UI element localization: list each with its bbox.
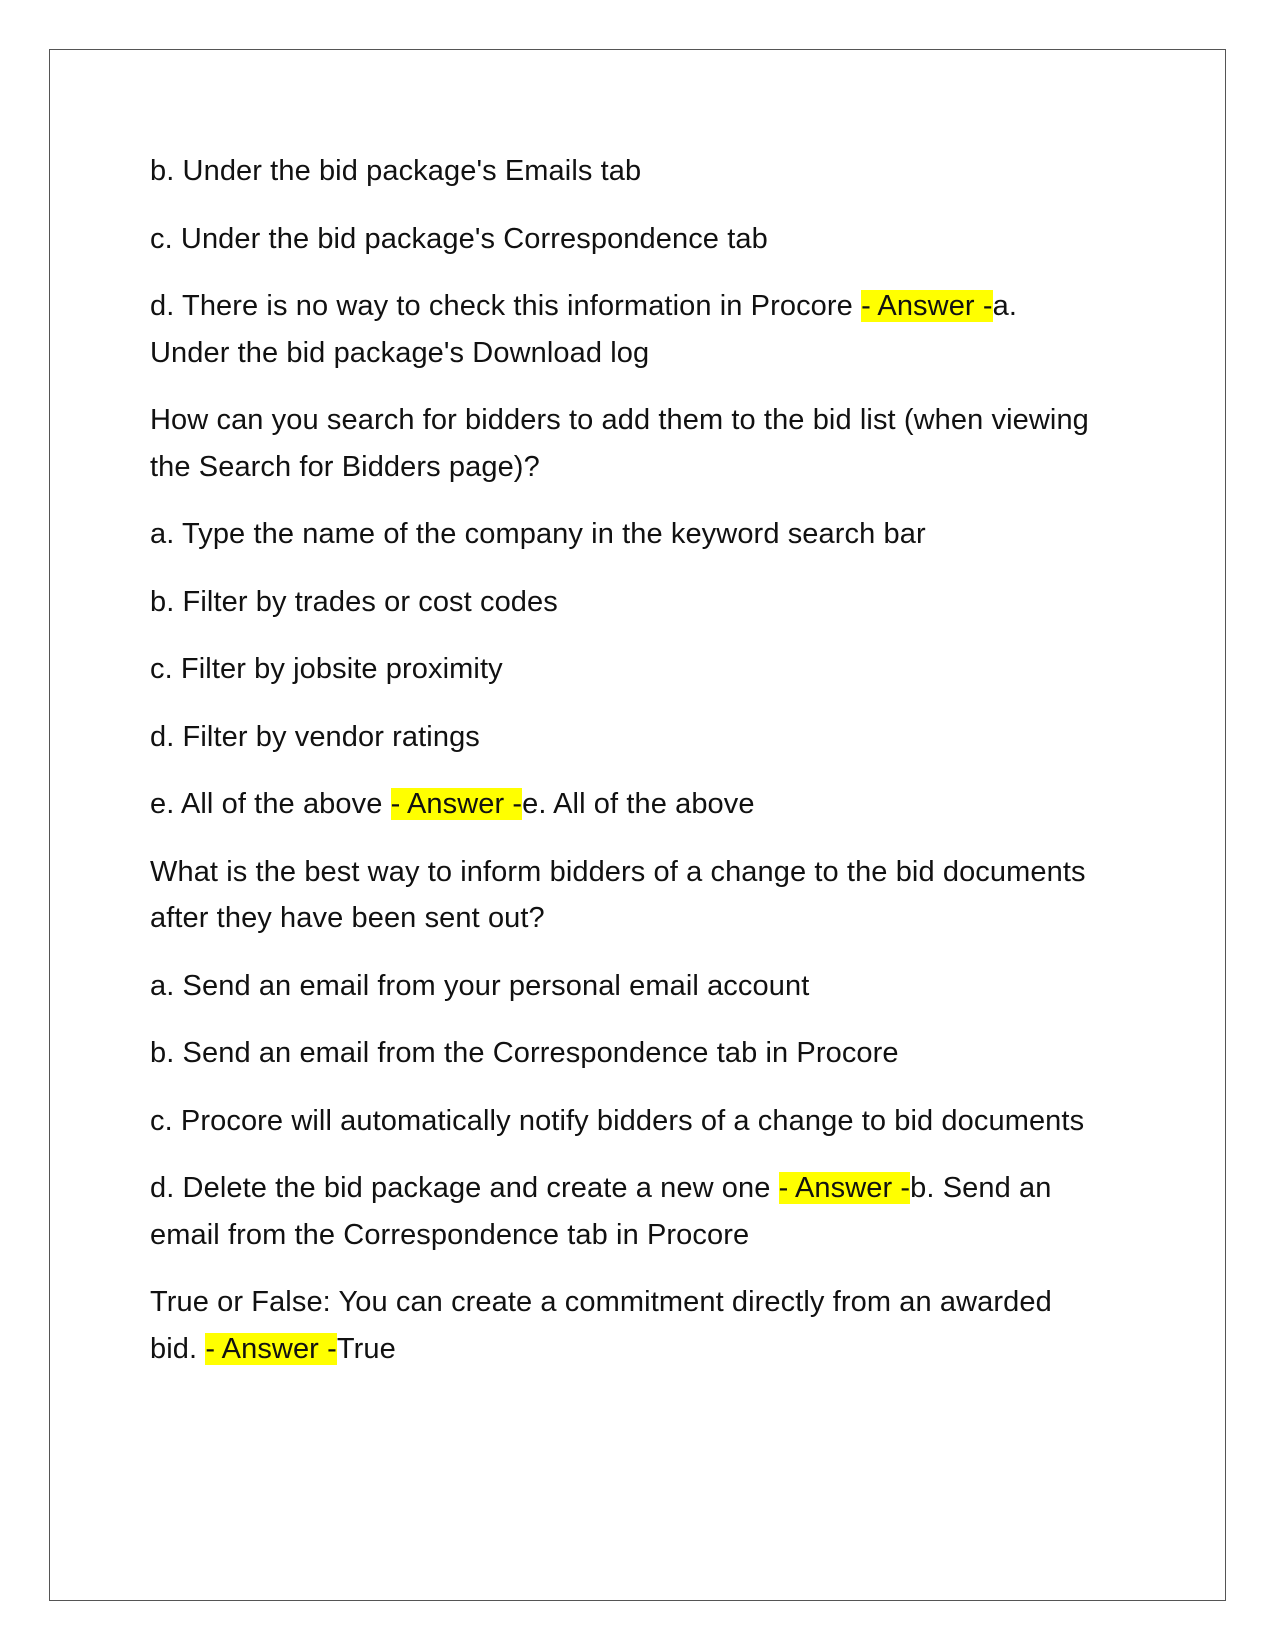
answer-highlight: - Answer - [778,1172,911,1204]
option-d-delete-with-answer [150,1165,1090,1258]
option-b-emails-tab [150,148,1090,195]
option-e-all-with-answer [150,781,1090,828]
paragraph-text: e. All of the above [150,788,391,820]
paragraph-text: b. Filter by trades or cost codes [150,585,558,618]
answer-text: a. Under the bid package's Download log [150,290,1017,369]
option-d-vendor-ratings [150,714,1090,761]
answer-text: True [336,1332,396,1365]
option-c-auto-notify [150,1098,1090,1145]
option-d-no-way-with-answer [150,283,1090,376]
question-inform-bidders [150,849,1090,942]
paragraph-text: d. Delete the bid package and create a new one [150,1172,779,1204]
question-text: True or False: You can create a commitment directly from an awarded bid. [150,1286,1052,1365]
question-text: What is the best way to inform bidders of a change to the bid documents after they have been sent out? [150,855,1086,934]
paragraph-text: c. Procore will automatically notify bidders of a change to bid documents [150,1104,1085,1137]
answer-highlight: - Answer - [861,290,993,322]
option-b-correspondence-email [150,1030,1090,1077]
question-text: How can you search for bidders to add them to the bid list (when viewing the Search for Bidders page)? [150,404,1089,483]
question-search-bidders [150,397,1090,490]
paragraph-text: a. Type the name of the company in the keyword search bar [150,518,926,550]
question-true-false-commitment [150,1279,1090,1372]
paragraph-text: b. Under the bid package's Emails tab [150,155,642,187]
option-c-jobsite-proximity [150,646,1090,693]
option-c-correspondence-tab [150,216,1090,263]
document-body [150,148,1090,1393]
paragraph-text: a. Send an email from your personal email account [150,969,810,1002]
option-a-keyword-search [150,511,1090,558]
answer-text: b. Send an email from the Correspondence tab in Procore [150,1172,1052,1251]
paragraph-text: c. Filter by jobsite proximity [150,653,503,685]
paragraph-text: b. Send an email from the Correspondence tab in Procore [150,1037,899,1069]
answer-text: e. All of the above [522,788,755,820]
option-a-personal-email [150,963,1090,1010]
paragraph-text: d. There is no way to check this information in Procore [150,290,862,322]
paragraph-text: d. Filter by vendor ratings [150,720,480,753]
paragraph-text: c. Under the bid package's Correspondence tab [150,222,768,255]
answer-highlight: - Answer - [390,788,523,820]
option-b-trades-cost-codes [150,579,1090,626]
answer-highlight: - Answer - [205,1332,337,1365]
